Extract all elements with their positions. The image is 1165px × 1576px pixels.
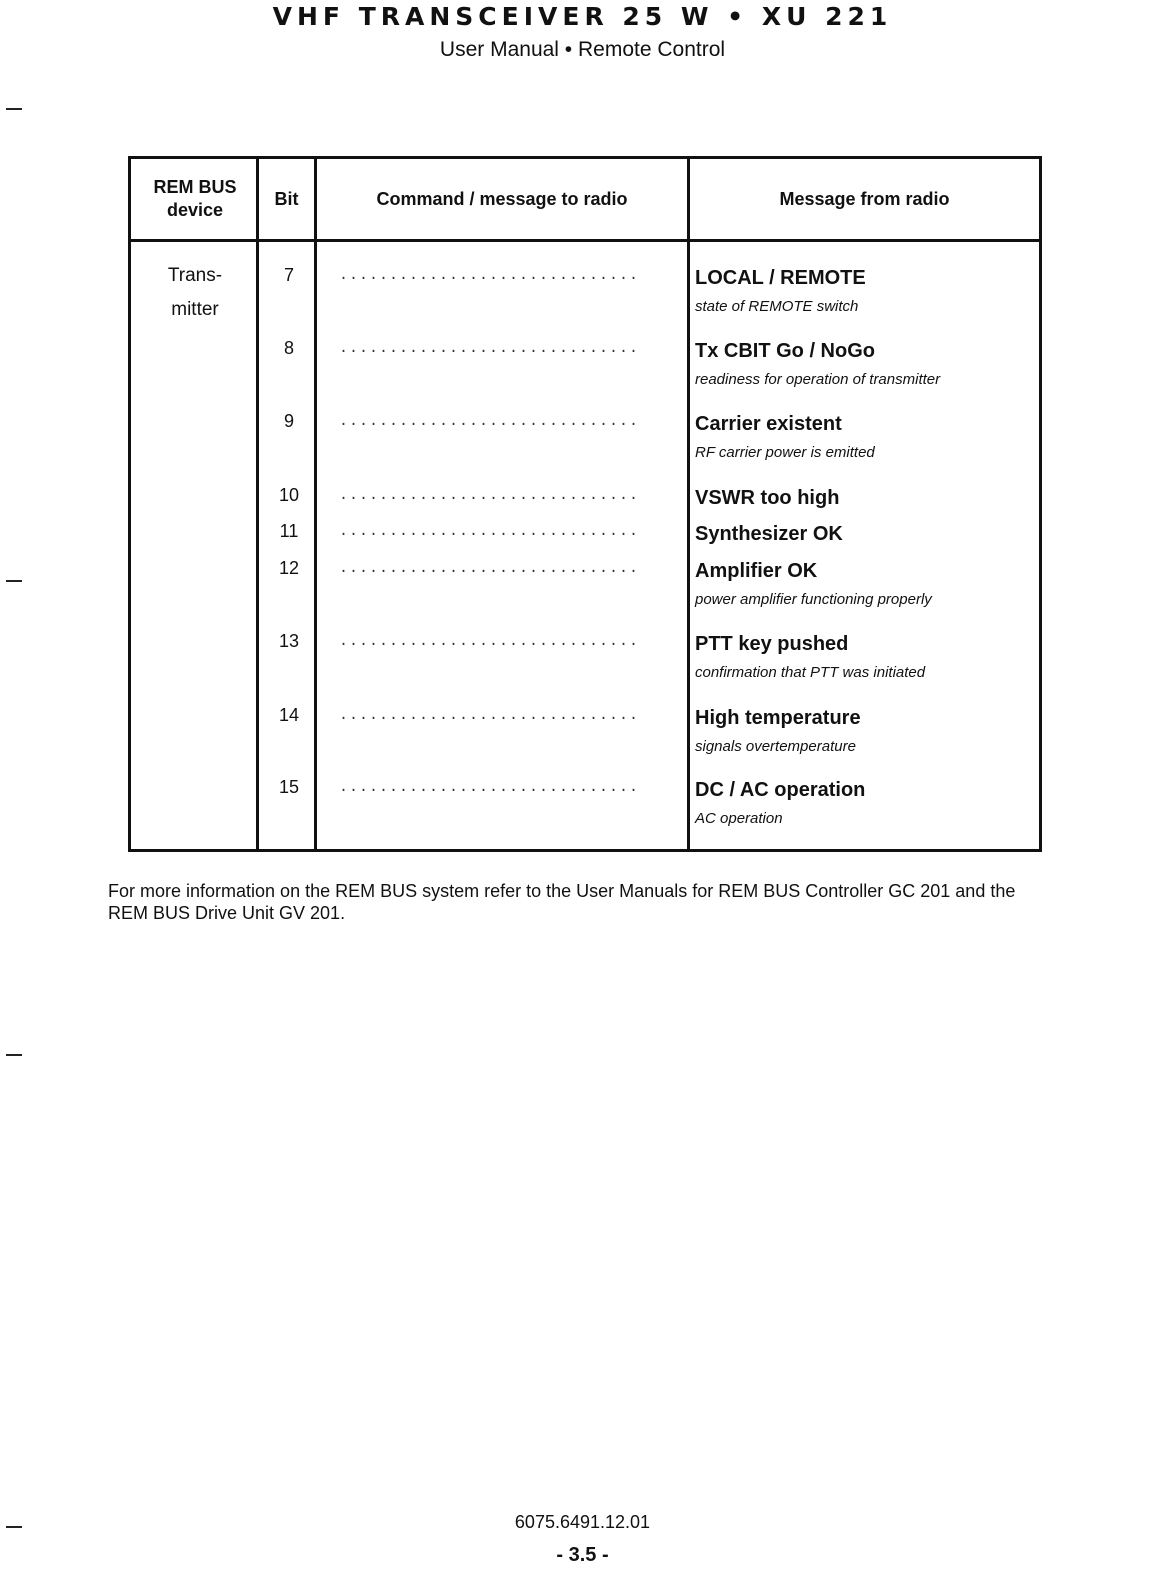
footnote-text: For more information on the REM BUS system refer to the User Manuals for REM BUS Controller GC 201 and the REM BUS Drive Unit GV 201. <box>108 881 1016 923</box>
table-row <box>131 407 1039 461</box>
dot-leader: .............................. <box>339 487 640 504</box>
message-label: LOCAL / REMOTE <box>695 267 866 289</box>
message-label: DC / AC operation <box>695 779 866 801</box>
message-label: PTT key pushed <box>695 633 849 655</box>
dot-leader: .............................. <box>339 779 640 796</box>
header-divider <box>131 239 1039 242</box>
bit-number: 12 <box>278 558 300 578</box>
header-bit: Bit <box>274 188 299 209</box>
device-line-2: mitter <box>171 299 219 320</box>
header-device: REM BUS device <box>153 177 237 220</box>
header-message: Message from radio <box>779 188 950 209</box>
message-note: confirmation that PTT was initiated <box>695 664 926 681</box>
bit-number: 7 <box>283 265 294 285</box>
message-note: readiness for operation of transmitter <box>695 371 941 388</box>
margin-mark <box>6 580 22 582</box>
bit-number: 8 <box>283 338 294 358</box>
bit-number: 10 <box>278 485 300 505</box>
message-note: signals overtemperature <box>695 738 856 755</box>
document-subtitle: User Manual • Remote Control <box>439 38 726 61</box>
message-label: VSWR too high <box>695 487 840 509</box>
message-label: High temperature <box>695 707 861 729</box>
header-command: Command / message to radio <box>376 188 628 209</box>
margin-mark <box>6 1054 22 1056</box>
dot-leader: .............................. <box>339 267 640 284</box>
message-label: Tx CBIT Go / NoGo <box>695 340 875 362</box>
table-row <box>131 517 1039 551</box>
message-note: state of REMOTE switch <box>695 298 859 315</box>
table-row <box>131 554 1039 608</box>
message-label: Carrier existent <box>695 413 842 435</box>
message-label: Amplifier OK <box>695 560 818 582</box>
device-line-1: Trans- <box>167 265 223 286</box>
rem-bus-table <box>128 156 1042 852</box>
bit-number: 15 <box>278 777 300 797</box>
message-note: power amplifier functioning properly <box>695 591 932 608</box>
table-row <box>131 773 1039 827</box>
table-row <box>131 481 1039 515</box>
page-number: - 3.5 - <box>556 1544 609 1566</box>
bit-number: 14 <box>278 705 300 725</box>
message-note: RF carrier power is emitted <box>695 444 875 461</box>
bit-number: 11 <box>279 521 299 541</box>
dot-leader: .............................. <box>339 413 640 430</box>
dot-leader: .............................. <box>339 523 640 540</box>
margin-mark <box>6 108 22 110</box>
message-note: AC operation <box>695 810 783 827</box>
document-number: 6075.6491.12.01 <box>514 1512 651 1532</box>
bit-number: 13 <box>278 631 300 651</box>
table-row <box>131 701 1039 755</box>
dot-leader: .............................. <box>339 633 640 650</box>
dot-leader: .............................. <box>339 707 640 724</box>
message-label: Synthesizer OK <box>695 523 843 545</box>
bit-number: 9 <box>283 411 294 431</box>
dot-leader: .............................. <box>339 340 640 357</box>
dot-leader: .............................. <box>339 560 640 577</box>
table-row <box>131 627 1039 681</box>
document-title: VHF TRANSCEIVER 25 W • XU 221 <box>272 2 893 31</box>
table-row <box>131 334 1039 388</box>
